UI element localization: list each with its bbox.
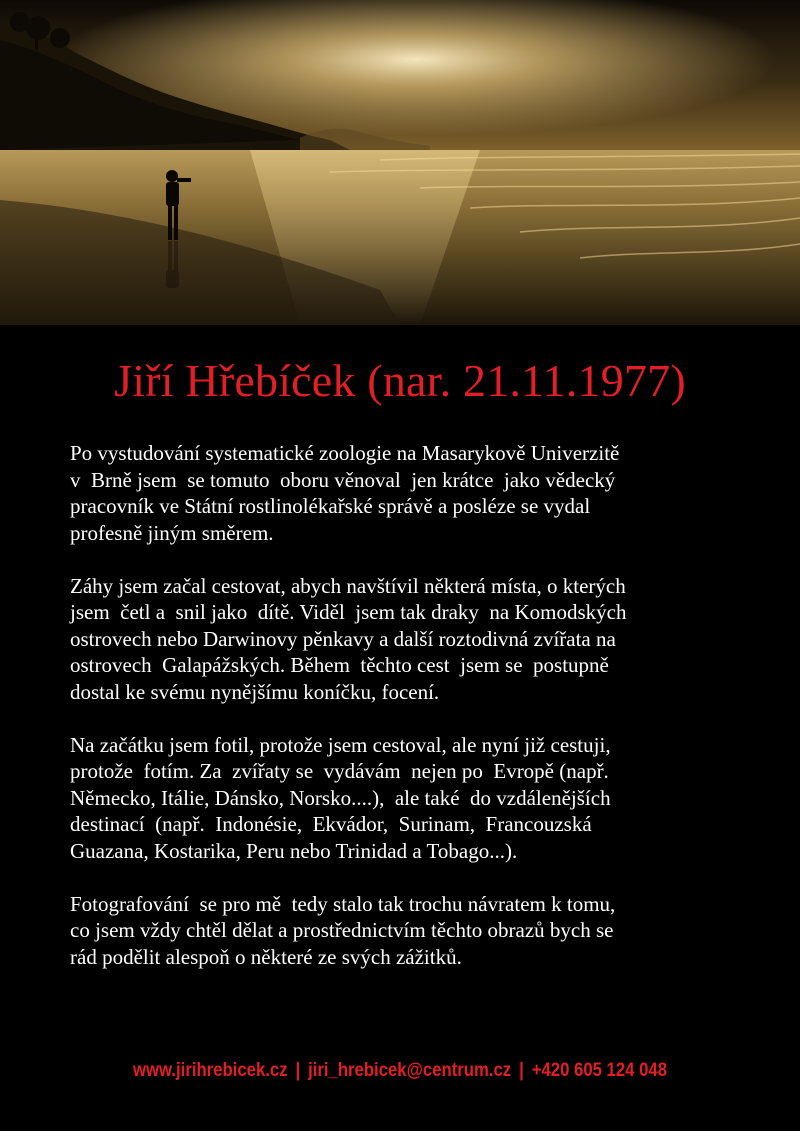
text-line: Po vystudování systematické zoologie na Masarykově Univerzitě (70, 441, 620, 465)
text-line: ostrovech nebo Darwinovy pěnkavy a další roztodivná zvířata na (70, 626, 616, 651)
text-line: ostrovech Galapážských. Během těchto cest jsem se postupně (70, 653, 609, 677)
biography-paragraph (70, 732, 740, 865)
website-link[interactable]: www.jirihrebicek.cz (132, 1060, 288, 1081)
footer-separator: | (519, 1060, 524, 1081)
text-line: dostal ke svému nynějšímu koníčku, focení. (70, 679, 440, 704)
hero-photo (0, 0, 800, 325)
biography-paragraph (70, 573, 740, 706)
text-line: v Brně jsem se tomuto oboru věnoval jen krátce jako vědecký (70, 467, 616, 492)
email-link[interactable]: jiri_hrebicek@centrum.cz (308, 1060, 512, 1081)
text-line: Guazana, Kostarika, Peru nebo Trinidad a Tobago...). (70, 838, 518, 863)
text-line: rád podělit alespoň o některé ze svých zážitků. (70, 944, 462, 969)
sunset-beach-image (0, 0, 800, 325)
phone-number: +420 605 124 048 (531, 1060, 668, 1081)
biography-paragraph (70, 440, 740, 546)
text-line: Záhy jsem začal cestovat, abych navštívil některá místa, o kterých (70, 573, 626, 598)
text-line: profesně jiným směrem. (70, 520, 274, 545)
text-line: destinací (např. Indonésie, Ekvádor, Surinam, Francouzská (70, 812, 592, 836)
text-line: protože fotím. Za zvířaty se vydávám nejen po Evropě (např. (70, 759, 609, 783)
text-line: co jsem vždy chtěl dělat a prostřednictvím těchto obrazů bych se (70, 918, 614, 942)
biography-paragraph (70, 891, 740, 971)
text-line: jsem četl a snil jako dítě. Viděl jsem tak draky na Komodských (70, 600, 627, 624)
contact-footer (48, 1058, 752, 1084)
text-line: Německo, Itálie, Dánsko, Norsko....), ale také do vzdálenějších (70, 785, 611, 810)
text-line: pracovník ve Státní rostlinolékařské správě a posléze se vydal (70, 494, 591, 518)
text-line: Na začátku jsem fotil, protože jsem cestoval, ale nyní již cestuji, (70, 732, 611, 757)
text-line: Fotografování se pro mě tedy stalo tak trochu návratem k tomu, (70, 891, 616, 916)
footer-separator: | (295, 1060, 301, 1081)
page-title: Jiří Hřebíček (nar. 21.11.1977) (114, 355, 686, 406)
biography-text (70, 440, 740, 997)
